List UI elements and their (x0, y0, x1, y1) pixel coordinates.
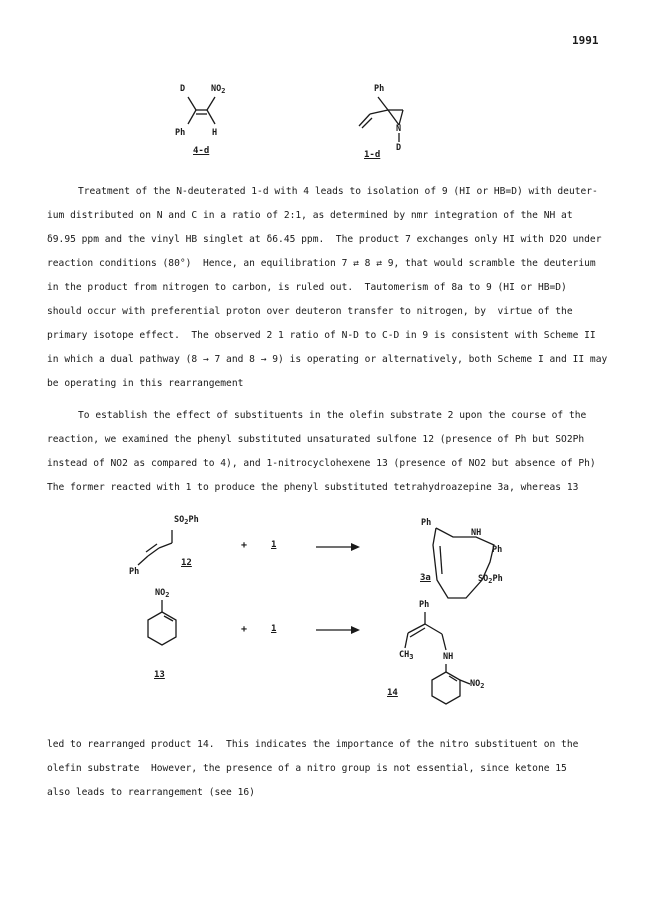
atom-d: D (180, 84, 186, 94)
group-no2: $NO_2$ (470, 679, 485, 690)
group-so2ph: $SO_2Ph$ (174, 515, 199, 526)
group-ph: Ph (129, 567, 140, 577)
text-line: should occur with preferential proton over deuteron transfer to nitrogen, by virtue of the (47, 306, 573, 317)
group-ph: Ph (175, 128, 186, 138)
group-ph: Ph (374, 84, 385, 94)
structure-1-d (359, 97, 403, 142)
compound-label-13: 13 (154, 670, 165, 680)
reaction-arrow-1 (316, 543, 360, 551)
group-nh: NH (443, 652, 454, 662)
structure-4-d (188, 97, 215, 124)
text-line: in which a dual pathway (8 → 7 and 8 → 9) is operating or alternatively, both Scheme I and II may (47, 354, 608, 365)
reagent-label-1: 1 (271, 624, 277, 634)
reaction-arrow-2 (316, 626, 360, 634)
text-line: be operating in this rearrangement (47, 378, 244, 389)
compound-label-14: 14 (387, 688, 398, 698)
compound-label-3a: 3a (420, 573, 431, 583)
text-line: instead of NO2 as compared to 4), and 1-nitrocyclohexene 13 (presence of NO2 but absence of Ph) (47, 458, 596, 469)
group-nh: NH (471, 528, 482, 538)
group-ph: Ph (419, 600, 430, 610)
compound-label-4-d: 4-d (193, 146, 210, 156)
text-line: reaction, we examined the phenyl substituted unsaturated sulfone 12 (presence of Ph but SO2Ph (47, 434, 585, 445)
plus-sign: + (241, 624, 248, 635)
group-no2: $NO_2$ (211, 84, 226, 95)
text-line: To establish the effect of substituents in the olefin substrate 2 upon the course of the (78, 410, 587, 421)
group-ch3: $CH_3$ (399, 650, 414, 661)
atom-d: D (396, 143, 402, 153)
text-line: The former reacted with 1 to produce the phenyl substituted tetrahydroazepine 3a, whereas 13 (47, 482, 579, 493)
text-line: primary isotope effect. The observed 2 1 ratio of N-D to C-D in 9 is consistent with Scheme II (47, 330, 596, 341)
text-line: δ9.95 ppm and the vinyl HB singlet at δ6.45 ppm. The product 7 exchanges only HI with D2O under (47, 234, 602, 245)
compound-label-12: 12 (181, 558, 192, 568)
text-line: olefin substrate However, the presence of a nitro group is not essential, since ketone 15 (47, 763, 567, 774)
compound-label-1-d: 1-d (364, 150, 381, 160)
group-no2: $NO_2$ (155, 588, 170, 599)
atom-n: N (396, 124, 402, 134)
structure-3a (433, 528, 494, 598)
text-line: Treatment of the N-deuterated 1-d with 4 leads to isolation of 9 (HI or HB=D) with deuter- (78, 186, 598, 197)
text-line: led to rearranged product 14. This indicates the importance of the nitro substituent on the (47, 739, 579, 750)
group-ph: Ph (421, 518, 432, 528)
group-ph: Ph (492, 545, 503, 555)
plus-sign: + (241, 540, 248, 551)
reagent-label-1: 1 (271, 540, 277, 550)
page-number: 1991 (572, 34, 599, 47)
group-so2ph: $SO_2Ph$ (478, 574, 503, 585)
text-line: also leads to rearrangement (see 16) (47, 787, 255, 798)
text-line: in the product from nitrogen to carbon, is ruled out. Tautomerism of 8a to 9 (HI or HB=D) (47, 282, 567, 293)
structure-14 (405, 612, 470, 704)
text-line: ium distributed on N and C in a ratio of 2:1, as determined by nmr integration of the NH at (47, 210, 573, 221)
atom-h: H (212, 128, 218, 138)
text-line: reaction conditions (80°) Hence, an equilibration 7 ⇄ 8 ⇄ 9, that would scramble the deuterium (47, 258, 596, 269)
structure-12 (138, 530, 172, 565)
structure-13 (148, 600, 176, 645)
